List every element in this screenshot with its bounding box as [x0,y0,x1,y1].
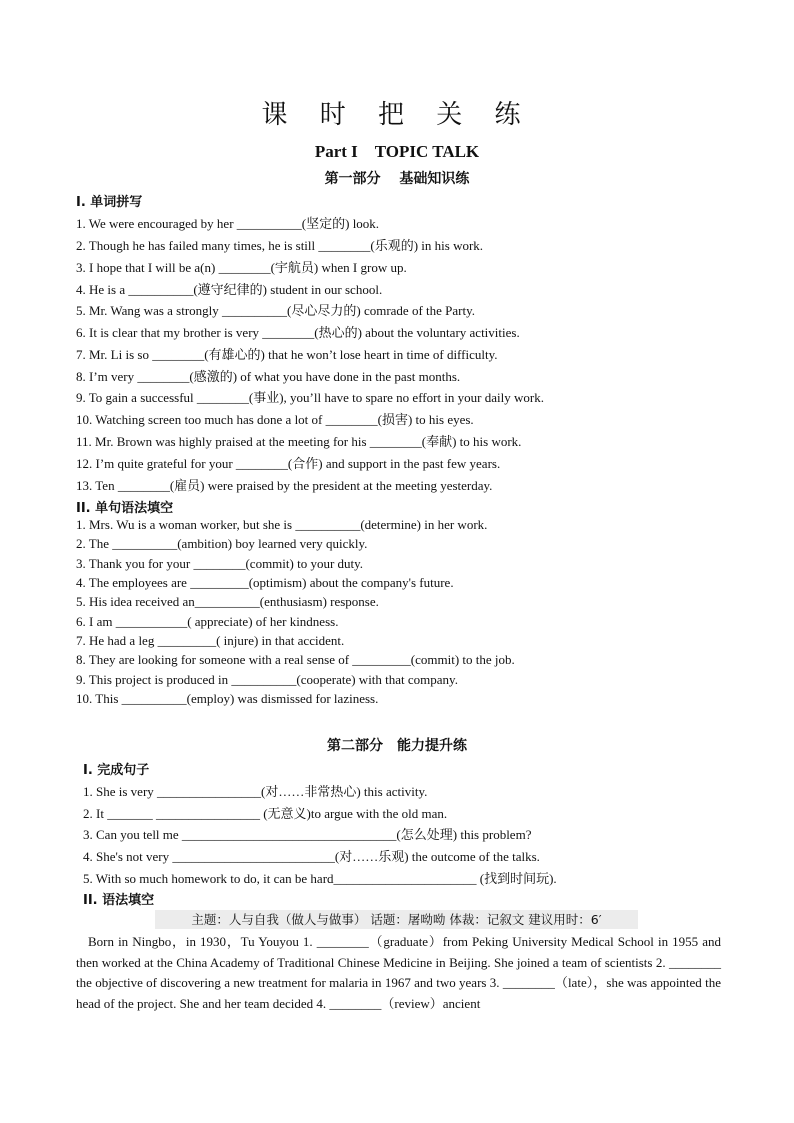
complete-sentences-heading: I. 完成句子 [83,763,150,778]
section-2-heading: 第二部分 能力提升练 [327,738,467,754]
grammar-item: 3. Thank you for your ________(commit) to your duty. [76,556,364,571]
grammar-passage-heading: II. 语法填空 [83,893,155,908]
topic-banner: 主题：人与自我（做人与做事） 话题：屠呦呦 体裁：记叙文 建议用时：6′ [155,910,638,929]
grammar-item: 10. This __________(employ) was dismissed for laziness. [76,691,379,706]
spelling-item: 5. Mr. Wang was a strongly __________(尽心尽力的) comrade of the Party. [76,303,476,318]
grammar-item: 5. His idea received an__________(enthusiasm) response. [76,594,379,609]
grammar-fill-heading: II. 单句语法填空 [76,501,174,516]
grammar-item: 4. The employees are _________(optimism) about the company's future. [76,575,454,590]
spelling-item: 10. Watching screen too much has done a lot of ________(损害) to his eyes. [76,412,474,427]
spelling-item: 11. Mr. Brown was highly praised at the meeting for his ________(奉献) to his work. [76,434,522,449]
sentence-item: 3. Can you tell me _________________________________(怎么处理) this problem? [83,827,532,842]
spelling-item: 3. I hope that I will be a(n) ________(宇航员) when I grow up. [76,260,407,275]
page-title: 课 时 把 关 练 [261,100,533,130]
passage-text: Born in Ningbo，in 1930，Tu Youyou 1. ________（graduate）from Peking University Medical School in 1955 and then worked at the China Academy of Traditional Chinese Medicine in Beijing. She joined a team of scientists 2. ________ the objective of discovering a new treatment for malaria in 1967 and two years 3. ________（late），she was appointed the head of the project. She and her team decided 4. ________（review）ancient [76,934,721,1011]
sentence-item: 5. With so much homework to do, it can be hard______________________ (找到时间玩). [83,871,557,886]
spelling-item: 13. Ten ________(雇员) were praised by the president at the meeting yesterday. [76,478,493,493]
grammar-item: 6. I am ___________( appreciate) of her kindness. [76,614,339,629]
sentence-item: 4. She's not very _________________________(对……乐观) the outcome of the talks. [83,849,540,864]
part-heading: Part I TOPIC TALK [314,142,480,161]
spelling-item: 8. I’m very ________(感激的) of what you have done in the past months. [76,369,461,384]
spelling-item: 9. To gain a successful ________(事业), you’ll have to spare no effort in your daily work. [76,390,544,405]
spelling-item: 1. We were encouraged by her __________(坚定的) look. [76,216,380,231]
grammar-item: 2. The __________(ambition) boy learned very quickly. [76,536,368,551]
grammar-item: 1. Mrs. Wu is a woman worker, but she is __________(determine) in her work. [76,517,488,532]
section-1-heading: 第一部分 基础知识练 [324,171,470,187]
spelling-item: 2. Though he has failed many times, he is still ________(乐观的) in his work. [76,238,484,253]
grammar-item: 9. This project is produced in __________(cooperate) with that company. [76,672,458,687]
grammar-item: 8. They are looking for someone with a real sense of _________(commit) to the job. [76,652,515,667]
spelling-item: 4. He is a __________(遵守纪律的) student in our school. [76,282,383,297]
sentence-item: 1. She is very ________________(对……非常热心) this activity. [83,784,428,799]
spelling-item: 6. It is clear that my brother is very ________(热心的) about the voluntary activities. [76,325,520,340]
sentence-item: 2. It _______ ________________ (无意义)to argue with the old man. [83,806,448,821]
grammar-item: 7. He had a leg _________( injure) in that accident. [76,633,345,648]
spelling-heading: I. 单词拼写 [76,195,143,210]
spelling-item: 12. I’m quite grateful for your ________(合作) and support in the past few years. [76,456,501,471]
spelling-item: 7. Mr. Li is so ________(有雄心的) that he won’t lose heart in time of difficulty. [76,347,498,362]
